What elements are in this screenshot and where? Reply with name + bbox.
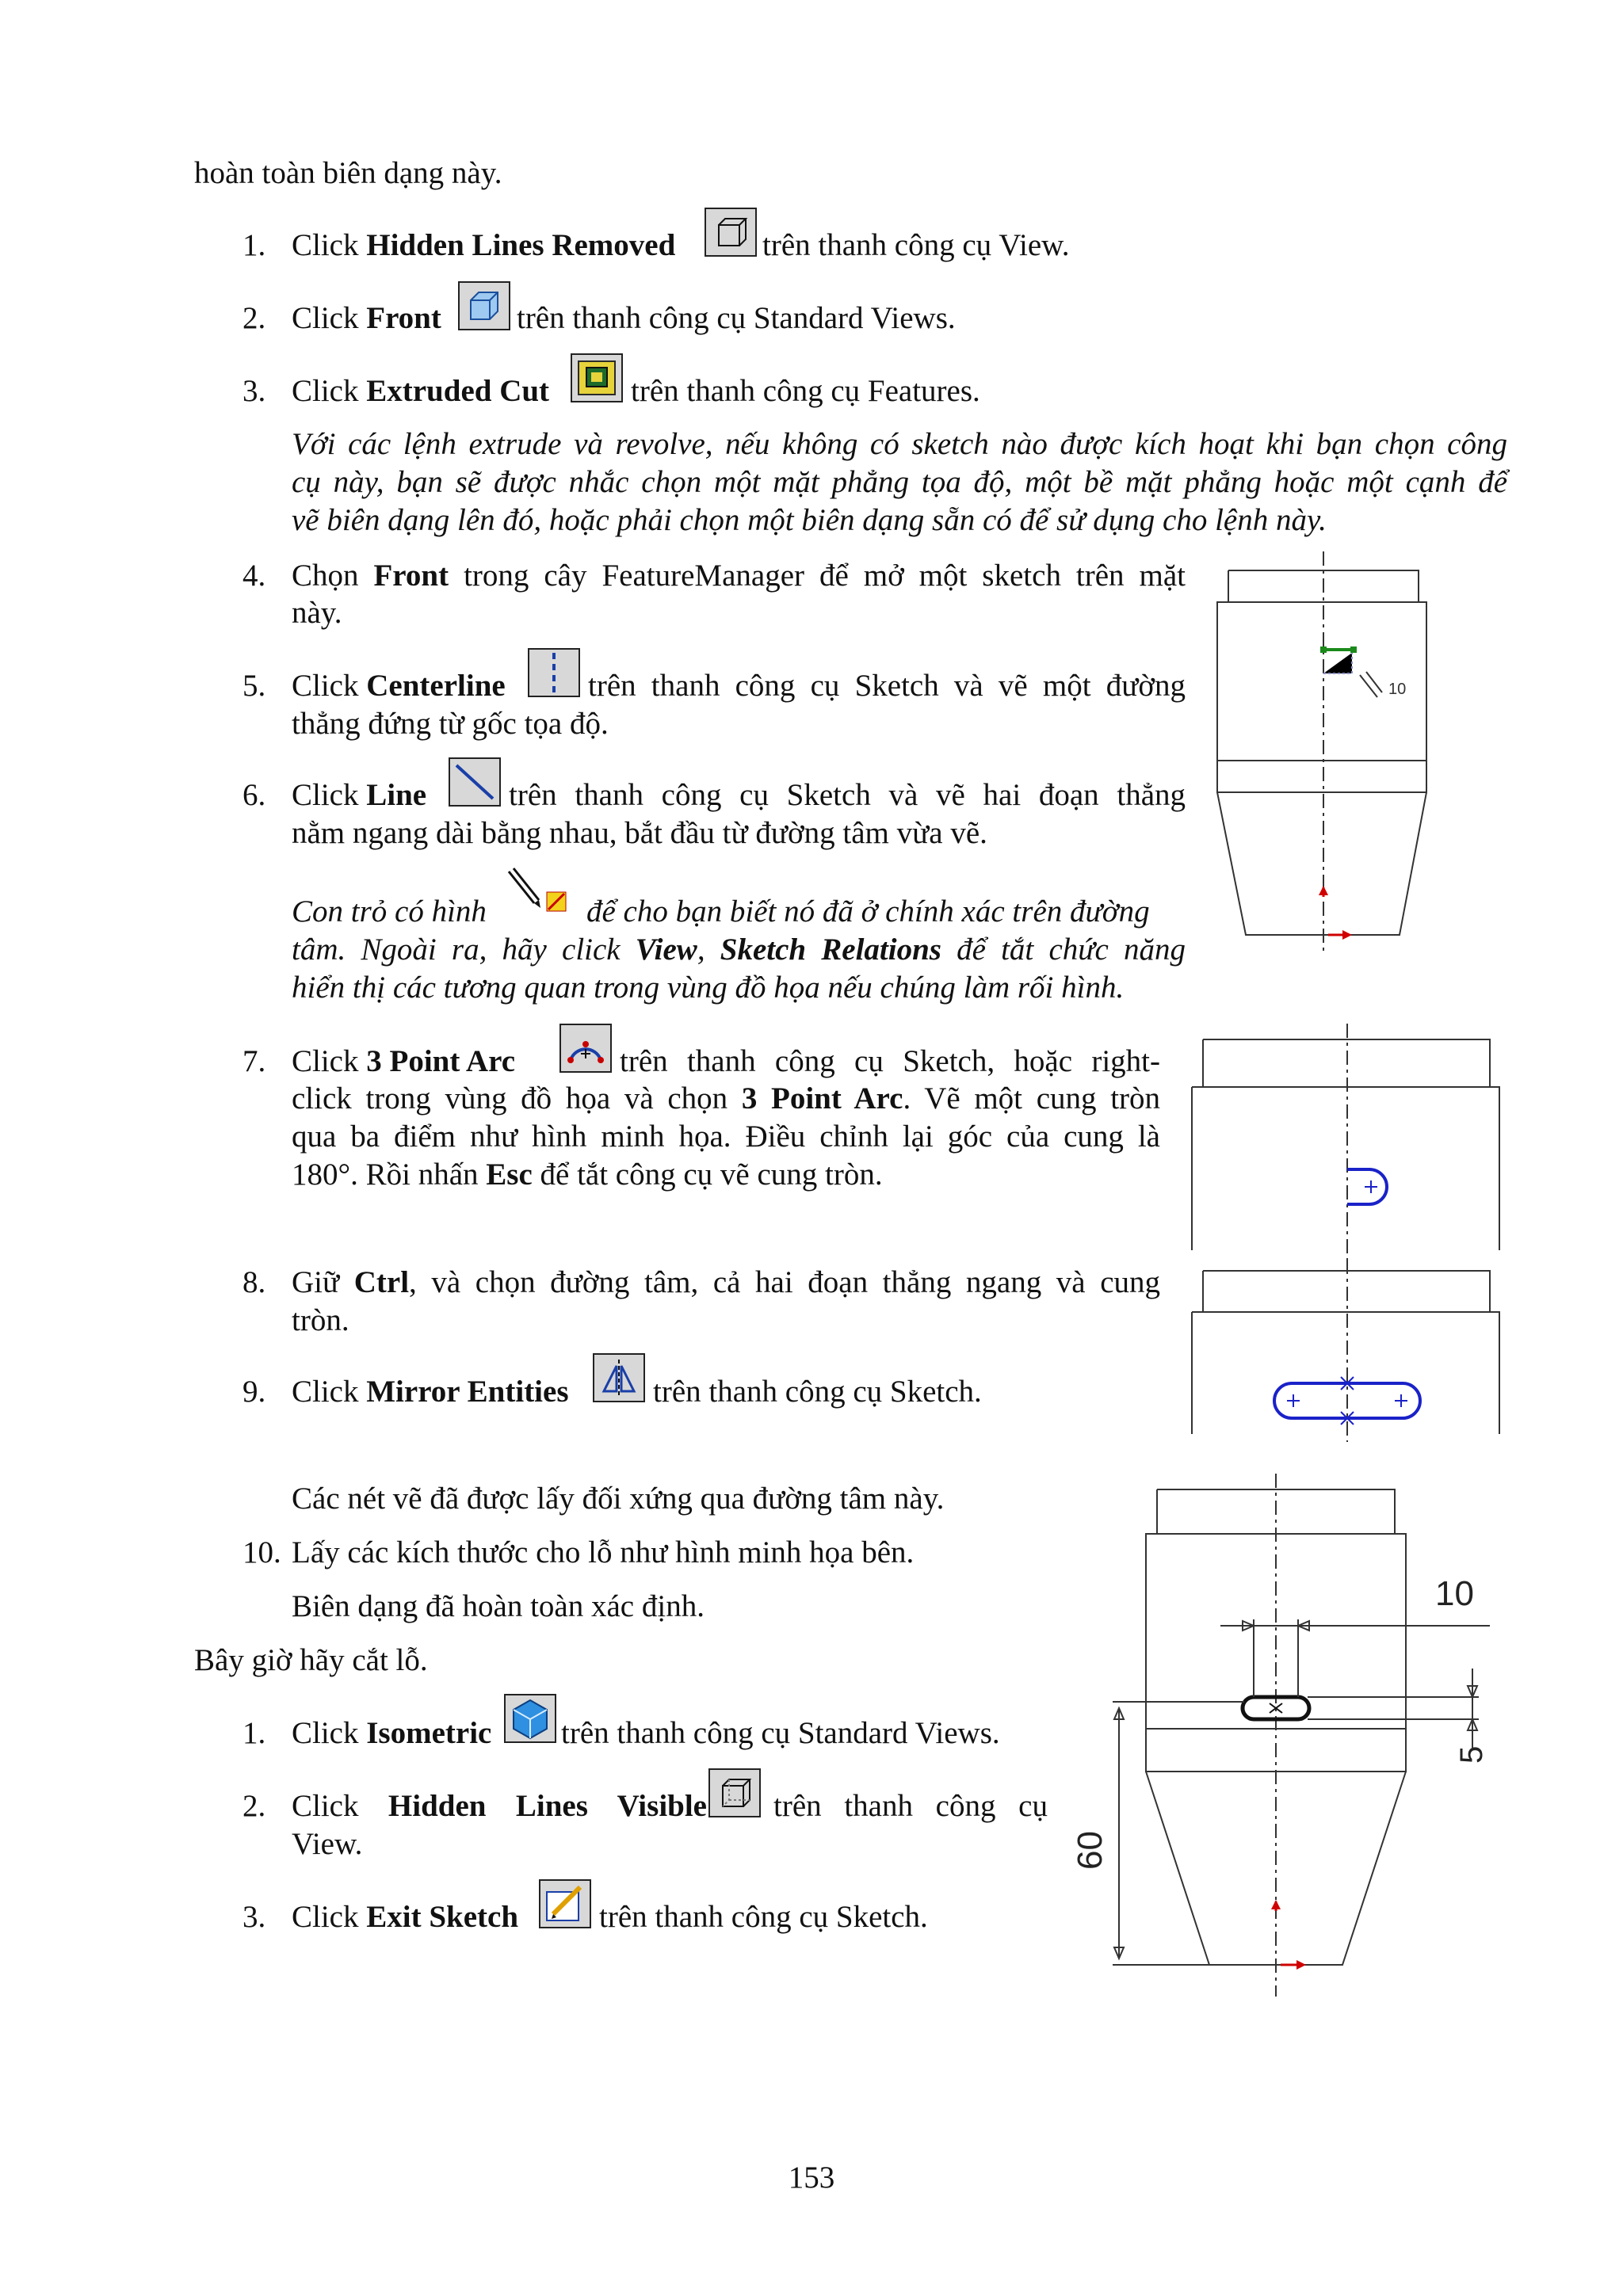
step-b3-suffix: trên thanh công cụ Sketch. xyxy=(599,1900,928,1934)
note-extrude-line-1: Với các lệnh extrude và revolve, nếu không có sketch nào được kích hoạt khi bạn chọn công xyxy=(292,427,1507,461)
note-cursor-line-1a: Con trỏ có hình xyxy=(292,894,487,929)
step-6-line: Click Line xyxy=(292,778,427,812)
step-4-line-1: Chọn Front trong cây FeatureManager để mở một sketch trên mặt xyxy=(292,559,1186,593)
note-extrude-line-2: cụ này, bạn sẽ được nhắc chọn một mặt phẳng tọa độ, một bề mặt phẳng hoặc một cạnh để xyxy=(292,465,1507,499)
step-number: 7. xyxy=(242,1044,266,1078)
hidden-lines-visible-icon[interactable] xyxy=(708,1768,761,1817)
isometric-view-icon[interactable] xyxy=(504,1694,556,1743)
step-number: 10. xyxy=(242,1535,281,1569)
step-7-suffix: trên thanh công cụ Sketch, hoặc right- xyxy=(620,1044,1160,1078)
step-7-line-3: qua ba điểm như hình minh họa. Điều chỉnh lại góc của cung là xyxy=(292,1119,1160,1154)
figure-1-dimension-label: 10 xyxy=(1388,681,1407,698)
step-5-centerline: Click Centerline xyxy=(292,669,506,703)
step-2-front: Click Front xyxy=(292,301,441,335)
centerline-icon[interactable] xyxy=(528,648,580,697)
note-cursor-line-1b: để cho bạn biết nó đã ở chính xác trên đường xyxy=(586,894,1150,929)
step-number: 1. xyxy=(242,228,266,262)
note-extrude-line-3: vẽ biên dạng lên đó, hoặc phải chọn một biên dạng sẵn có để sử dụng cho lệnh này. xyxy=(292,503,1327,537)
step-number: 3. xyxy=(242,374,266,408)
page-number: 153 xyxy=(788,2161,835,2195)
step-8-line-1: Giữ Ctrl, và chọn đường tâm, cả hai đoạn thẳng ngang và cung xyxy=(292,1265,1161,1299)
mirror-note: Các nét vẽ đã được lấy đối xứng qua đường tâm này. xyxy=(292,1482,945,1516)
step-7-line-2: click trong vùng đồ họa và chọn 3 Point Arc. Vẽ một cung tròn xyxy=(292,1081,1161,1116)
figure-mirror-entities xyxy=(1189,1260,1506,1442)
step-number: 2. xyxy=(242,1789,266,1823)
step-7-arc: Click 3 Point Arc xyxy=(292,1044,516,1078)
note-cursor-line-2: tâm. Ngoài ra, hãy click View, Sketch Relations để tắt chức năng xyxy=(292,933,1186,967)
step-4-line-2: này. xyxy=(292,596,342,630)
step-b2-line-2: View. xyxy=(292,1827,363,1861)
step-5-line-2: thẳng đứng từ gốc tọa độ. xyxy=(292,707,609,741)
note-cursor-line-3: hiển thị các tương quan trong vùng đồ họa nếu chúng làm rối hình. xyxy=(292,971,1125,1005)
figure-dimensioned-profile xyxy=(1071,1474,1522,1997)
step-10-text: Lấy các kích thước cho lỗ như hình minh họa bên. xyxy=(292,1535,915,1569)
hidden-lines-removed-icon[interactable] xyxy=(705,208,757,257)
mirror-entities-icon[interactable] xyxy=(593,1353,645,1402)
step-number: 4. xyxy=(242,559,266,593)
cut-intro: Bây giờ hãy cắt lỗ. xyxy=(194,1643,428,1677)
intro-text: hoàn toàn biên dạng này. xyxy=(194,156,502,190)
step-1-hidden-lines-removed: Click Hidden Lines Removed xyxy=(292,228,676,262)
step-number: 5. xyxy=(242,669,266,703)
step-number: 2. xyxy=(242,301,266,335)
step-1-suffix: trên thanh công cụ View. xyxy=(762,228,1070,262)
figure-sketch-centerline xyxy=(1212,547,1434,959)
step-6-line-2: nằm ngang dài bằng nhau, bắt đầu từ đường tâm vừa vẽ. xyxy=(292,816,987,850)
pencil-cursor-icon xyxy=(501,864,580,927)
step-b2-hidden-lines-visible: Click Hidden Lines Visible xyxy=(292,1789,707,1823)
step-number: 3. xyxy=(242,1900,266,1934)
front-view-icon[interactable] xyxy=(458,281,510,330)
step-2-suffix: trên thanh công cụ Standard Views. xyxy=(517,301,956,335)
dimension-total-label: 60 xyxy=(1071,1831,1109,1870)
step-b2-suffix: trên thanh công cụ xyxy=(773,1789,1048,1823)
step-9-suffix: trên thanh công cụ Sketch. xyxy=(653,1375,982,1409)
exit-sketch-icon[interactable] xyxy=(539,1879,591,1928)
step-b1-suffix: trên thanh công cụ Standard Views. xyxy=(561,1716,1000,1750)
step-b3-exit-sketch: Click Exit Sketch xyxy=(292,1900,519,1934)
extruded-cut-icon[interactable] xyxy=(571,353,623,402)
step-7-line-4: 180°. Rồi nhấn Esc để tắt công cụ vẽ cung tròn. xyxy=(292,1158,883,1192)
step-8-line-2: tròn. xyxy=(292,1303,349,1337)
step-number: 8. xyxy=(242,1265,266,1299)
line-tool-icon[interactable] xyxy=(449,757,501,807)
step-5-suffix: trên thanh công cụ Sketch và vẽ một đường xyxy=(588,669,1186,703)
step-6-suffix: trên thanh công cụ Sketch và vẽ hai đoạn thẳng xyxy=(509,778,1186,812)
step-number: 6. xyxy=(242,778,266,812)
defined-note: Biên dạng đã hoàn toàn xác định. xyxy=(292,1589,705,1623)
step-number: 1. xyxy=(242,1716,266,1750)
step-3-extruded-cut: Click Extruded Cut xyxy=(292,374,550,408)
dimension-width-label: 10 xyxy=(1435,1574,1474,1613)
step-number: 9. xyxy=(242,1375,266,1409)
dimension-height-label: 5 xyxy=(1454,1745,1489,1764)
step-b1-isometric: Click Isometric xyxy=(292,1716,492,1750)
step-9-mirror: Click Mirror Entities xyxy=(292,1375,569,1409)
figure-three-point-arc xyxy=(1189,1024,1506,1261)
three-point-arc-icon[interactable] xyxy=(559,1024,612,1073)
step-3-suffix: trên thanh công cụ Features. xyxy=(631,374,980,408)
